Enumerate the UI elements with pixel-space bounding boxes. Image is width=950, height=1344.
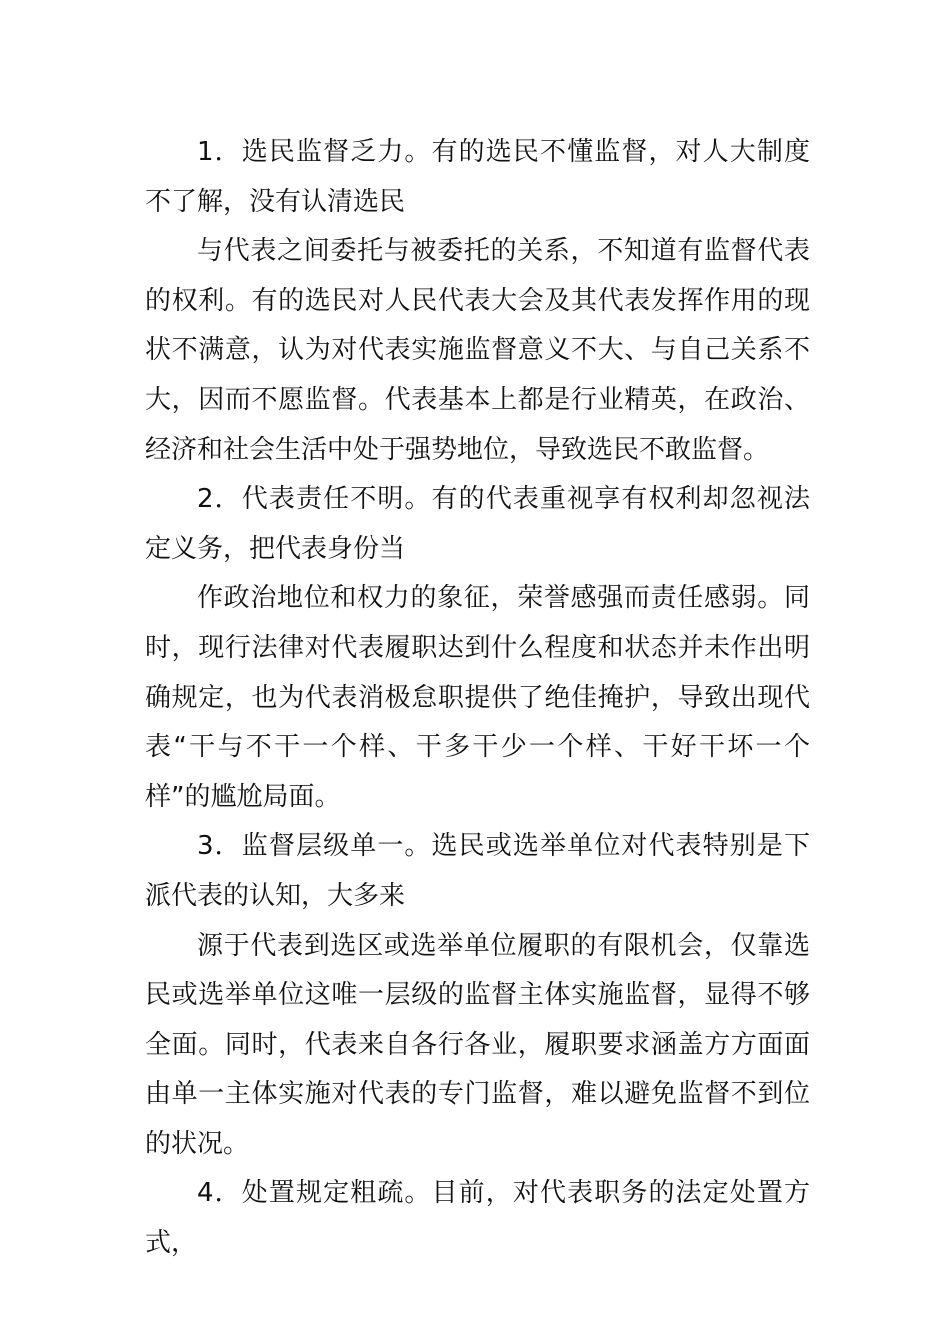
paragraph-1: 1．选民监督乏力。有的选民不懂监督，对人大制度不了解，没有认清选民 (145, 137, 810, 217)
paragraph-3: 2．代表责任不明。有的代表重视享有权利却忽视法定义务，把代表身份当 (145, 484, 810, 564)
paragraph-7: 4．处置规定粗疏。目前，对代表职务的法定处置方式， (145, 1178, 810, 1259)
document-body (145, 128, 810, 1269)
paragraph-2: 与代表之间委托与被委托的关系，不知道有监督代表的权利。有的选民对人民代表大会及其代表发挥作用的现状不满意，认为对代表实施监督意义不大、与自己关系不大，因而不愿监督。代表基本上都是行业精英，在政治、经济和社会生活中处于强势地位，导致选民不敢监督。 (145, 236, 810, 465)
paragraph-5: 3．监督层级单一。选民或选举单位对代表特别是下派代表的认知，大多来 (145, 831, 810, 911)
paragraph-4: 作政治地位和权力的象征，荣誉感强而责任感弱。同时，现行法律对代表履职达到什么程度和状态并未作出明确规定，也为代表消极怠职提供了绝佳掩护，导致出现代表“干与不干一个样、干多干少一个样、干好干坏一个样”的尴尬局面。 (145, 583, 810, 812)
paragraph-6: 源于代表到选区或选举单位履职的有限机会，仅靠选民或选举单位这唯一层级的监督主体实施监督，显得不够全面。同时，代表来自各行各业，履职要求涵盖方方面面由单一主体实施对代表的专门监督，难以避免监督不到位的状况。 (145, 930, 810, 1159)
